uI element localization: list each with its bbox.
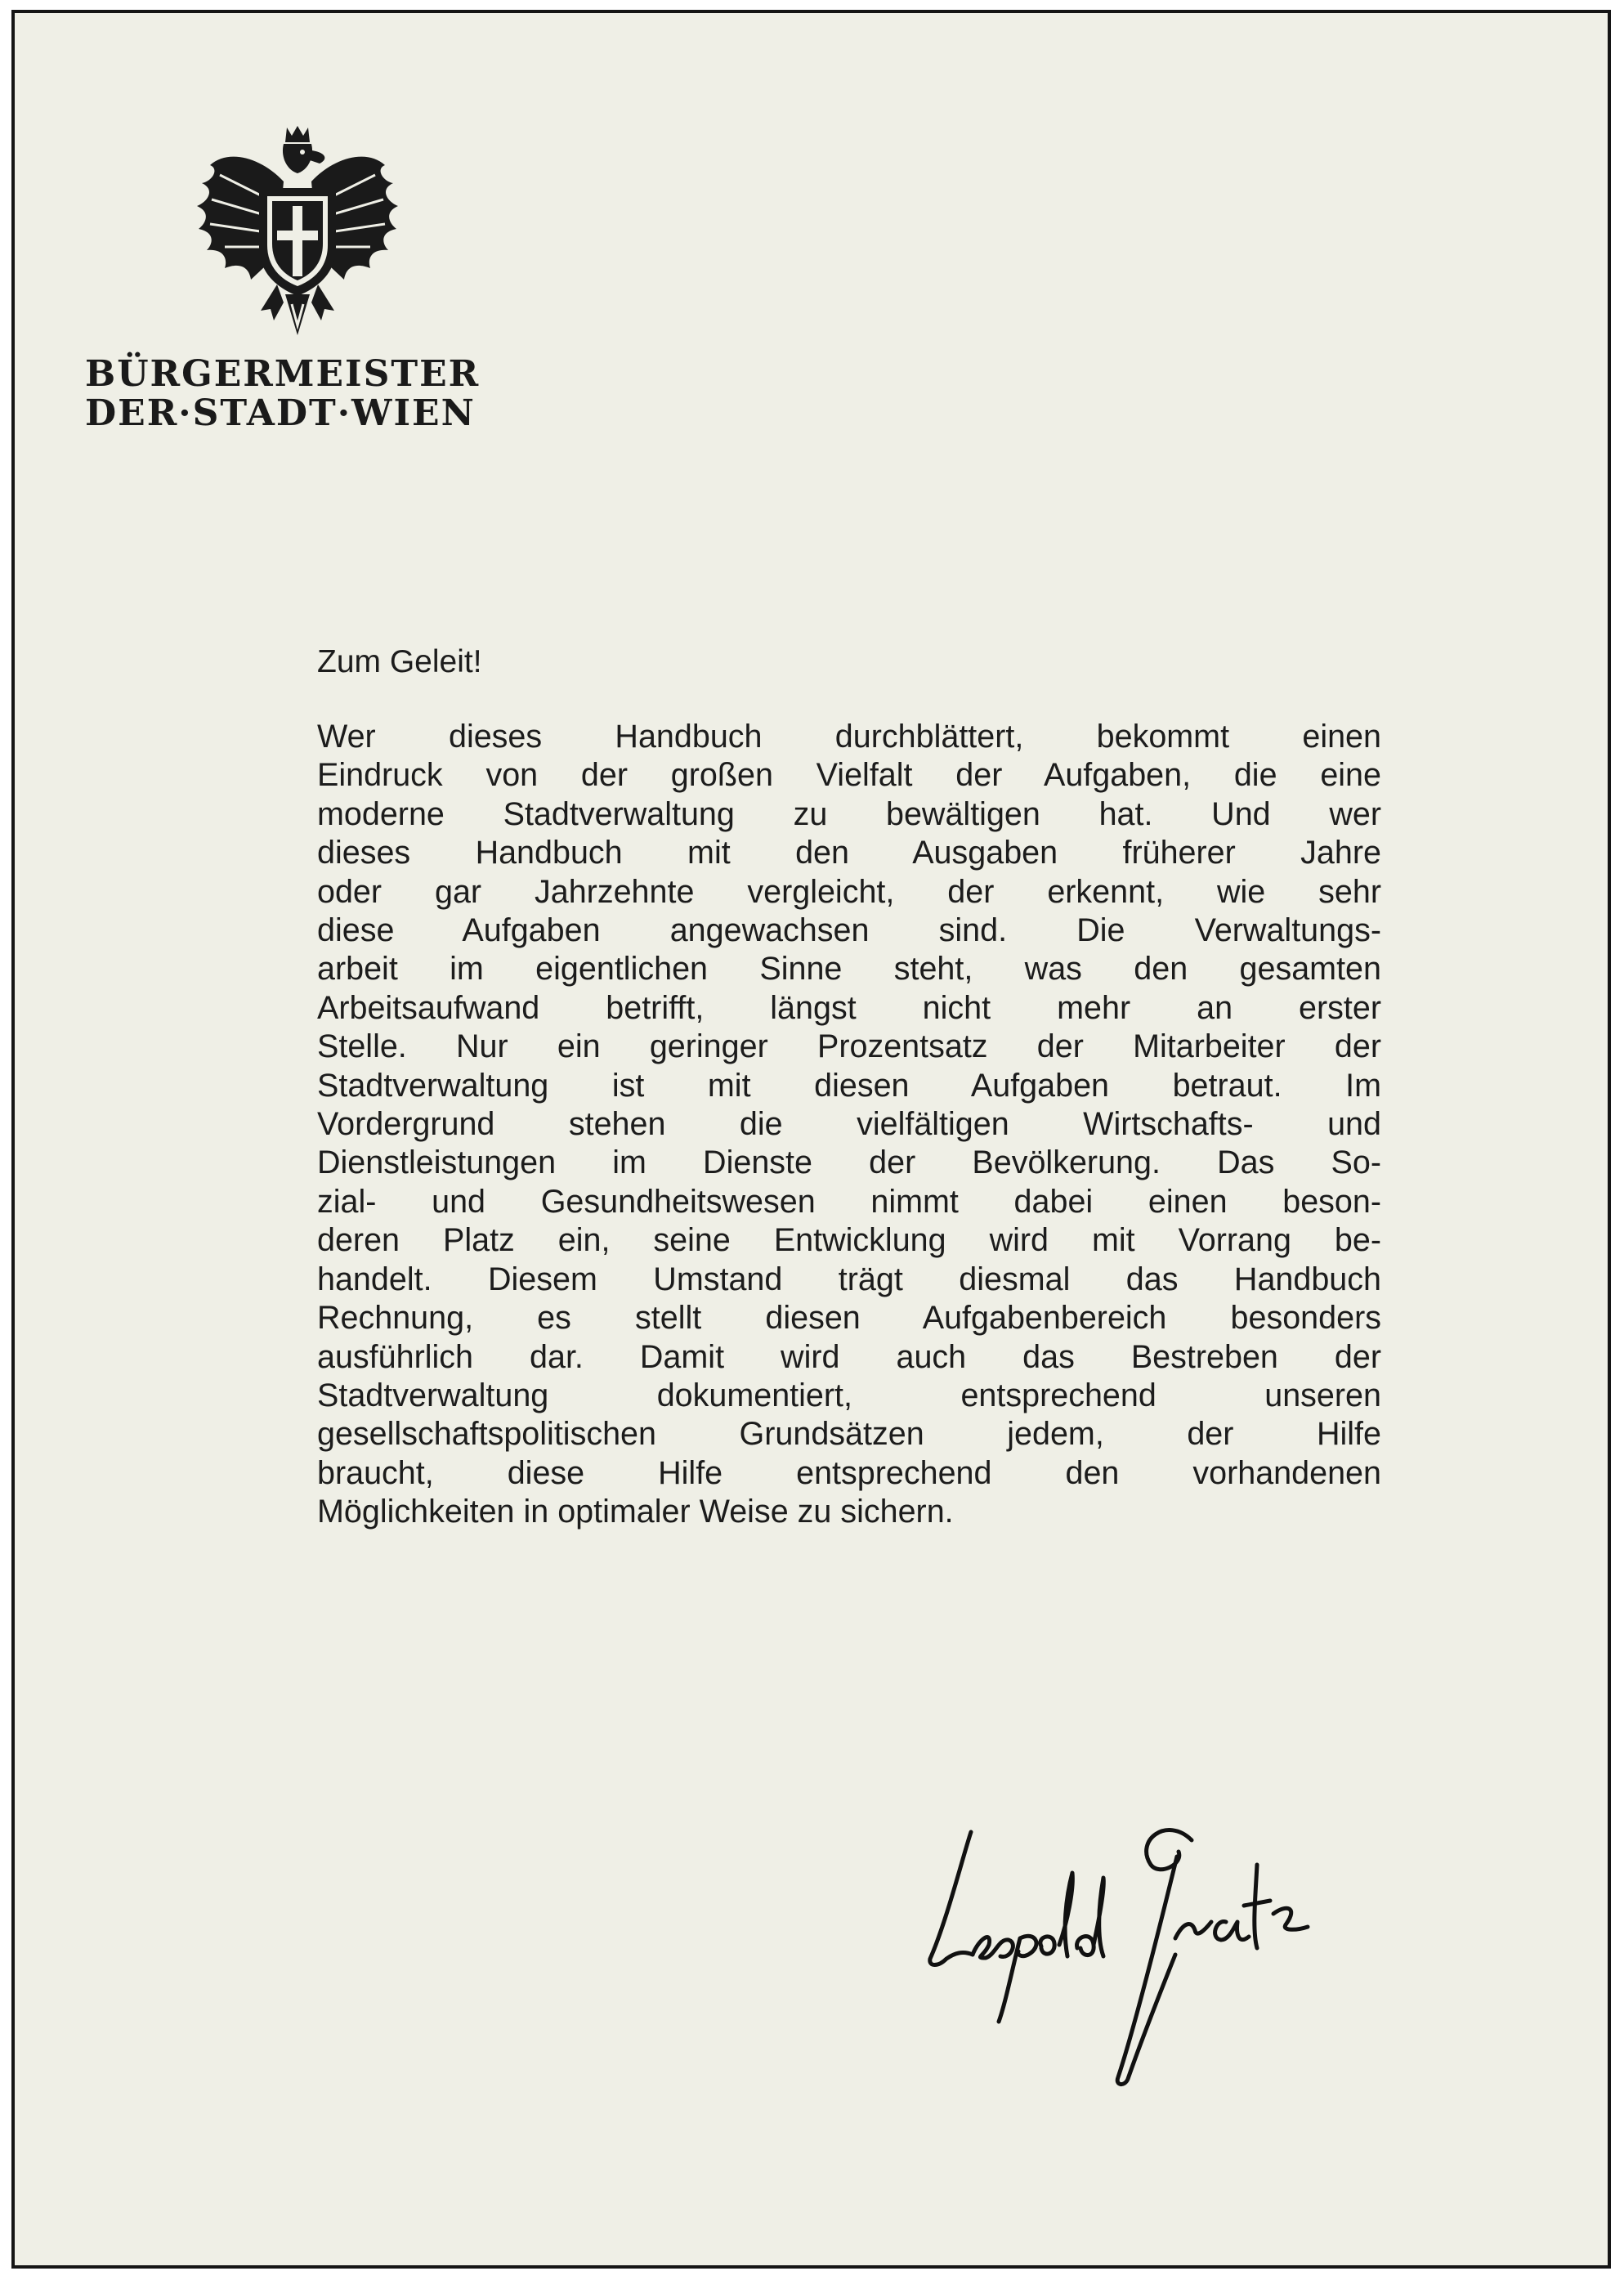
handwritten-signature [914,1807,1355,2102]
body-line: arbeit im eigentlichen Sinne steht, was den gesamten [317,951,1381,988]
body-line: Vordergrund stehen die vielfältigen Wirtschafts- und [317,1106,1381,1143]
body-line: zial- und Gesundheitswesen nimmt dabei einen beson- [317,1183,1381,1220]
letter-body [317,718,1381,1532]
body-line: oder gar Jahrzehnte vergleicht, der erkennt, wie sehr [317,873,1381,910]
salutation-heading: Zum Geleit! [317,644,482,679]
body-line: Stadtverwaltung dokumentiert, entsprechend unseren [317,1377,1381,1413]
body-line: Arbeitsaufwand betrifft, längst nicht mehr an erster [317,989,1381,1026]
office-title-line2: DER·STADT·WIEN [85,392,476,434]
office-title-line1: BÜRGERMEISTER [85,353,481,395]
body-line: handelt. Diesem Umstand trägt diesmal das Handbuch [317,1261,1381,1297]
vienna-eagle-crest-icon [195,124,400,338]
body-line: Möglichkeiten in optimaler Weise zu sichern. [317,1494,954,1530]
body-line: Dienstleistungen im Dienste der Bevölkerung. Das So- [317,1144,1381,1181]
body-line: Rechnung, es stellt diesen Aufgabenbereich besonders [317,1300,1381,1337]
body-line: Eindruck von der großen Vielfalt der Aufgaben, die eine [317,757,1381,794]
body-line: Stelle. Nur ein geringer Prozentsatz der Mitarbeiter der [317,1028,1381,1065]
body-line: ausführlich dar. Damit wird auch das Bestreben der [317,1338,1381,1375]
body-line: gesellschaftspolitischen Grundsätzen jedem, der Hilfe [317,1416,1381,1453]
body-line: Stadtverwaltung ist mit diesen Aufgaben betraut. Im [317,1067,1381,1104]
letter-page [11,10,1611,2269]
mayor-office-wordmark [85,355,543,433]
body-line: dieses Handbuch mit den Ausgaben früherer Jahre [317,835,1381,871]
body-line: deren Platz ein, seine Entwicklung wird mit Vorrang be- [317,1222,1381,1259]
body-line: moderne Stadtverwaltung zu bewältigen hat. Und wer [317,795,1381,832]
body-line: braucht, diese Hilfe entsprechend den vorhandenen [317,1454,1381,1491]
body-line: diese Aufgaben angewachsen sind. Die Verwaltungs- [317,912,1381,949]
body-line: Wer dieses Handbuch durchblättert, bekommt einen [317,719,1381,755]
